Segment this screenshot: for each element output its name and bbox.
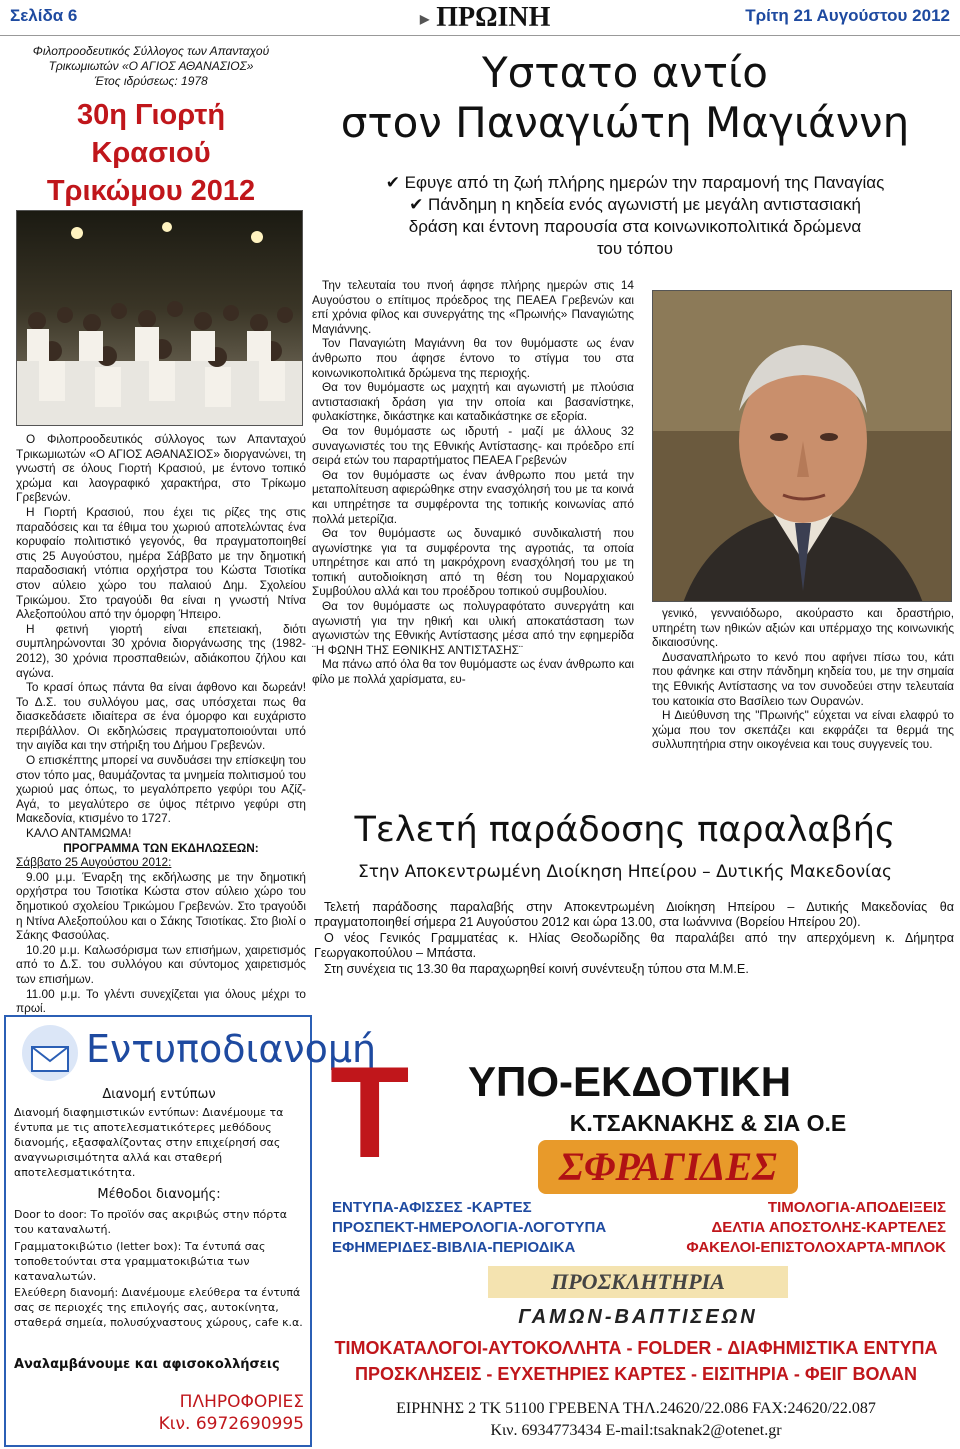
services-right xyxy=(656,1198,946,1258)
obituary-paragraph: Θα τον θυμόμαστε ως μαχητή και αγωνιστή με πλούσια αντιστασιακή δράση για την οποία και βασανίστηκε, φυλακίστηκε, δικάστηκε και καταδικάστηκε σε εξορία. xyxy=(312,380,634,424)
ad-tagline: Αναλαμβάνουμε και αφισοκολλήσεις xyxy=(14,1357,280,1372)
service-line: ΤΙΜΟΛΟΓΙΑ-ΑΠΟΔΕΙΞΕΙΣ xyxy=(767,1199,946,1216)
print-shop-address: ΕΙΡΗΝΗΣ 2 ΤΚ 51100 ΓΡΕΒΕΝΑ ΤΗΛ.24620/22.086 FAX:24620/22.087 xyxy=(396,1400,876,1417)
obituary-title-line: στον Παναγιώτη Μαγιάννη xyxy=(340,98,910,147)
ceremony-paragraph: Τελετή παράδοσης παραλαβής στην Αποκεντρωμένη Διοίκηση Ηπείρου – Δυτικής Μακεδονίας θα πραγματοποιηθεί σήμερα 21 Αυγούστου 2012 και ώρα 13.00, στα Ιωάννινα (Βορείου Ηπείρου 20). xyxy=(314,900,954,930)
distribution-ad xyxy=(4,1015,377,1447)
ceremony-paragraph: Ο νέος Γενικός Γραμματέας κ. Ηλίας Θεοδωρίδης θα παραλάβει από την απερχόμενη κ. Δήμητρα Γεωργακοπούλου – Μπάστα. xyxy=(314,930,954,961)
ad-method: Γραμματοκιβώτιο (letter box): Τα έντυπά σας τοποθετούνται στα γραμματοκιβώτια των καταναλωτών. xyxy=(14,1240,266,1283)
obituary-column-2 xyxy=(652,606,954,752)
obituary-paragraph: Η Διεύθυνση της "Πρωινής" εύχεται να είναι ελαφρύ το χώμα που τον σκεπάζει και εκφράζει τα θερμά της συλλυπητήρια στην οικογένεια και τους συγγενείς του. xyxy=(652,708,954,752)
festival-title-line: 30η Γιορτή Κρασιού xyxy=(76,99,226,169)
obituary-paragraph: Δυσαναπλήρωτο το κενό που αφήνει πίσω του, κάτι που φάνηκε και στην πάνδημη κηδεία του, με την σημαία της Εθνικής Αντίστασης να τον συνοδεύει στην τελευταία του κατοικία στο Βασίλειο των Ουρανών. xyxy=(652,649,954,708)
program-date: Σάββατο 25 Αυγούστου 2012: xyxy=(16,855,172,870)
newspaper-name: ΠΡΩΙΝΗ xyxy=(436,2,551,33)
newspaper-logo: ▶ ΠΡΩΙΝΗ xyxy=(420,2,551,33)
program-item: 11.00 μ.μ. Το γλέντι συνεχίζεται για όλους μέχρι το πρωί. xyxy=(16,986,306,1016)
article-paragraph: Η Γιορτή Κρασιού, που έχει τις ρίζες της στις παραδόσεις και τα έθιμα του χωριού αποτελώντας ένα κορυφαίο πολιτιστικό γεγονός, θα πραγματοποιηθεί στις 25 Αυγούστου, ημέρα Σάββατο με την δημοτική παραδοσιακή ντόπια ορχήστρα του Κώστα Τσιοτίκα στον αύλειο χώρο του παλαιού Δημ. Σχολείου Τρικώμου. Στο τραγούδι θα είναι η γνωστή Ντίνα Αλεξοπούλου από την όμορφη Ήπειρο. xyxy=(16,504,306,622)
obituary-paragraph: γενικό, γενναιόδωρο, ακούραστο και δραστήριο, υπηρέτη των ηθικών αξιών και υπέρμαχο της κοινωνικής δικαιοσύνης. xyxy=(652,606,954,650)
print-shop-contact: Κιν. 6934773434 E-mail:tsaknak2@otenet.gr xyxy=(490,1422,782,1439)
service-line: ΕΦΗΜΕΡΙΔΕΣ-ΒΙΒΛΙΑ-ΠΕΡΙΟΔΙΚΑ xyxy=(332,1239,576,1256)
subtitle-line: ✔ Πάνδημη η κηδεία ενός αγωνιστή με μεγάλη αντιστασιακή xyxy=(409,195,861,214)
subtitle-line: του τόπου xyxy=(596,239,674,258)
service-line: ΔΕΛΤΙΑ ΑΠΟΣΤΟΛΗΣ-ΚΑΡΤΕΛΕΣ xyxy=(711,1219,946,1236)
intro-line: Έτος ιδρύσεως: 1978 xyxy=(94,74,208,88)
print-shop-company: Κ.ΤΣΑΚΝΑΚΗΣ & ΣΙΑ Ο.Ε xyxy=(569,1110,847,1136)
ad-body: Διανομή διαφημιστικών εντύπων: Διανέμουμε τα έντυπα με τις αποτελεσματικότερες μεθόδους διανομής, εξασφαλίζοντας στην επιχείρησή σας αναγνωρισιμότητα αλλά και σταθερή αποτελεσματικότητα. xyxy=(14,1106,284,1179)
ad-info-label: ΠΛΗΡΟΦΟΡΙΕΣ xyxy=(179,1392,304,1412)
article-paragraph: Η φετινή γιορτή είναι επετειακή, διότι συμπληρώνονται 30 χρόνια διοργάνωσης της (1982-2012), 30 χρόνια προσπαθειών, αδιάκοπου ζήλου και αγώνα. xyxy=(16,621,306,680)
article-paragraph: Ο επισκέπτης μπορεί να συνδυάσει την επίσκεψη του στον τόπο μας, θαυμάζοντας τα μνημεία πολιτισμού του χωριού μας όπως, το μεγαλόπρεπο γεφύρι του Αζίζ-Αγά, το μεγαλύτερο σε ύψος πέτρινο γεφύρι στη Μακεδονία, κτισμένο το 1727. xyxy=(16,753,306,826)
page-header xyxy=(0,0,960,36)
festival-article-body xyxy=(16,432,306,1016)
print-shop-ad xyxy=(318,1039,954,1446)
festival-photo xyxy=(16,210,303,426)
mailman-icon xyxy=(12,1023,88,1083)
association-intro xyxy=(16,44,286,89)
distribution-ad-title: Εντυποδιανομή xyxy=(86,1027,377,1071)
service-line: ΕΝΤΥΠΑ-ΑΦΙΣΣΕΣ -ΚΑΡΤΕΣ xyxy=(332,1199,532,1216)
weddings-label: ΓΑΜΩΝ-ΒΑΠΤΙΣΕΩΝ xyxy=(518,1306,758,1328)
ad-method: Ελεύθερη διανομή: Διανέμουμε ελεύθερα τα έντυπά σας σε περιοχές της επιλογής σας, αυτοκίνητα, σταθερά σημεία, πολυσύχναστους χώρους, cafe κ.α. xyxy=(14,1286,303,1329)
intro-line: Τρικωμιωτών «Ο ΑΓΙΟΣ ΑΘΑΝΑΣΙΟΣ» xyxy=(48,59,254,73)
obituary-paragraph: Θα τον θυμόμαστε ως δυναμικό συνδικαλιστή που αγωνίστηκε για τα συμφέροντα της αγροτιάς, τα οποία υπηρέτησε και από τη μακρόχρονη ενασχόλησή του με τη τοπική αυτοδιοίκηση από τη θέση του Νομαρχιακού Συμβούλου αλλά και του προέδρου τοπικού συμβουλίου. xyxy=(312,526,634,599)
portrait-image xyxy=(653,291,952,602)
crowd-image xyxy=(17,211,303,426)
stamps-banner: ΣΦΡΑΓΙΔΕΣ xyxy=(538,1140,798,1194)
program-title: ΠΡΟΓΡΑΜΜΑ ΤΩΝ ΕΚΔΗΛΩΣΕΩΝ: xyxy=(63,840,259,855)
obituary-paragraph: Μα πάνω από όλα θα τον θυμόμαστε ως έναν άνθρωπο και φίλο με πολλά χαρίσματα, ευ- xyxy=(312,657,634,687)
subtitle-line: δράση και έντονη παρουσία στα κοινωνικοπολιτικά δρώμενα xyxy=(408,217,862,236)
obituary-paragraph: Θα τον θυμόμαστε ως έναν άνθρωπο που μετά την μεταπολίτευση αφιερώθηκε στην εvασχόλησή του με τα κοινά και υπηρέτησε τα συμφέροντα της τοπικής κοινωνίας από πολλά μετερίζια. xyxy=(312,467,634,526)
obituary-subtitle xyxy=(312,172,958,260)
service-line: ΦΑΚΕΛΟΙ-ΕΠΙΣΤΟΛΟΧΑΡΤΑ-ΜΠΛΟΚ xyxy=(686,1239,946,1256)
ceremony-paragraph: Στη συνέχεια τις 13.30 θα παραχωρηθεί κοινή συνέντευξη τύπου στα Μ.Μ.Ε. xyxy=(324,961,749,976)
print-shop-name: ΥΠΟ-ΕΚΔΟΤΙΚΗ xyxy=(468,1058,792,1105)
obituary-title-line: Υστατο αντίο xyxy=(482,48,768,97)
festival-title-line: Τρικώμου 2012 xyxy=(46,175,256,207)
ceremony-subtitle: Στην Αποκεντρωμένη Διοίκηση Ηπείρου – Δυτικής Μακεδονίας xyxy=(357,862,893,882)
ad-heading: Μέθοδοι διανομής: xyxy=(97,1187,221,1202)
products-line-2: ΠΡΟΣΚΛΗΣΕΙΣ - ΕΥΧΕΤΗΡΙΕΣ ΚΑΡΤΕΣ - ΕΙΣΙΤΗΡΙΑ - ΦΕΙΓ ΒΟΛΑΝ xyxy=(355,1364,917,1384)
obituary-paragraph: Θα τον θυμόμαστε ως ιδρυτή - μαζί με άλλους 32 συναγωνιστές του της Εθνικής Αντίστασης- και πρόεδρο επί σειρά ετών του παραρτήματος ΠΕΑΕΑ Γρεβενών xyxy=(312,423,634,468)
obituary-paragraph: Την τελευταία του πνοή άφησε πλήρης ημερών στις 14 Αυγούστου ο επίτιμος πρόεδρος της ΠΕΑΕΑ Γρεβενών και επί χρόνια φίλος και συνεργάτης της «Πρωινής» Παναγιώτης Μαγιάννης. xyxy=(312,278,634,336)
service-line: ΠΡΟΣΠΕΚΤ-ΗΜΕΡΟΛΟΓΙΑ-ΛΟΓΟΤΥΠΑ xyxy=(332,1219,607,1236)
obituary-column-1 xyxy=(312,278,634,687)
closing-line: ΚΑΛΟ ΑΝΤΑΜΩΜΑ! xyxy=(26,826,132,841)
obituary-paragraph: Τον Παναγιώτη Μαγιάννη θα τον θυμόμαστε ως έναν άνθρωπο που άφησε έντονο το στίγμα του στα κοινωνικοπολιτικά δρώμενα της περιοχής. xyxy=(312,336,634,380)
ad-method: Door to door: Το προϊόν σας ακριβώς στην πόρτα του καταναλωτή. xyxy=(14,1208,288,1236)
article-paragraph: Το κρασί όπως πάντα θα είναι άφθονο και δωρεάν! Το Δ.Σ. του συλλόγου μας, σας υπόσχεται πως θα διασκεδάσετε ιδιαίτερα σε ένα όμορφο και ευχάριστο περιβάλλον. Οι εκδηλώσεις πραγματοποιούνται υπό την αιγίδα και την στήριξη του Δήμου Γρεβενών. xyxy=(16,680,306,753)
invitations-banner: ΠΡΟΣΚΛΗΤΗΡΙΑ xyxy=(488,1266,788,1298)
portrait-photo xyxy=(652,290,952,602)
issue-date: Τρίτη 21 Αυγούστου 2012 xyxy=(745,6,950,25)
page-number: Σελίδα 6 xyxy=(10,6,78,25)
ceremony-body xyxy=(314,900,954,977)
services-left xyxy=(332,1198,632,1258)
obituary-paragraph: Θα τον θυμόμαστε ως πολυγραφότατο συνεργάτη και αγωνιστή για την ηθική και υλική αποκατάσταση των αγωνιστών της Εθνικής Αντίστασης μέσα από την εφημερίδα ¨Η ΦΩΝΗ ΤΗΣ ΕΘΝΙΚΗΣ ΑΝΤΙΣΤΑΣΗΣ¨ xyxy=(312,599,634,657)
program-item: 9.00 μ.μ. Έναρξη της εκδήλωσης με την δημοτική ορχήστρα του Τσιοτίκα Κώστα στον αύλειο χώρο του δημοτικού σχολείου Τρικώμου Γρεβενών. Στο τραγούδι η Ντίνα Αλεξοπούλου και ο Σάκης Τσιοτίκας. Στο βιολί ο Σάκης Φασούλας. xyxy=(16,869,306,943)
products-line-1: ΤΙΜΟΚΑΤΑΛΟΓΟΙ-ΑΥΤΟΚΟΛΛΗΤΑ - FOLDER - ΔΙΑΦΗΜΙΣΤΙΚΑ ΕΝΤΥΠΑ xyxy=(334,1338,938,1358)
program-item: 10.20 μ.μ. Καλωσόρισμα των επισήμων, χαιρετισμός από το Δ.Σ. του συλλόγου και σύντομος χαιρετισμός των επισήμων. xyxy=(16,942,306,986)
ad-heading: Διανομή εντύπων xyxy=(102,1087,216,1102)
ad-phone: Κιν. 6972690995 xyxy=(158,1414,304,1434)
obituary-title xyxy=(300,48,950,148)
ceremony-title: Τελετή παράδοσης παραλαβής xyxy=(354,810,896,850)
logo-letter: T xyxy=(330,1039,410,1185)
subtitle-line: ✔ Εφυγε από τη ζωή πλήρης ημερών την παραμονή της Παναγίας xyxy=(385,173,885,192)
article-paragraph: Ο Φιλοπροοδευτικός σύλλογος των Απανταχού Τρικωμιωτών «Ο ΑΓΙΟΣ ΑΘΑΝΑΣΙΟΣ» διοργανώνει, τη γνωστή σε όλους Γιορτή Κρασιού, με έντονο τοπικό χρώμα και λαογραφικό χαρακτήρα, στο Τρίκωμο Γρεβενών. xyxy=(16,432,306,505)
intro-line: Φιλοπροοδευτικός Σύλλογος των Απανταχού xyxy=(32,44,270,58)
